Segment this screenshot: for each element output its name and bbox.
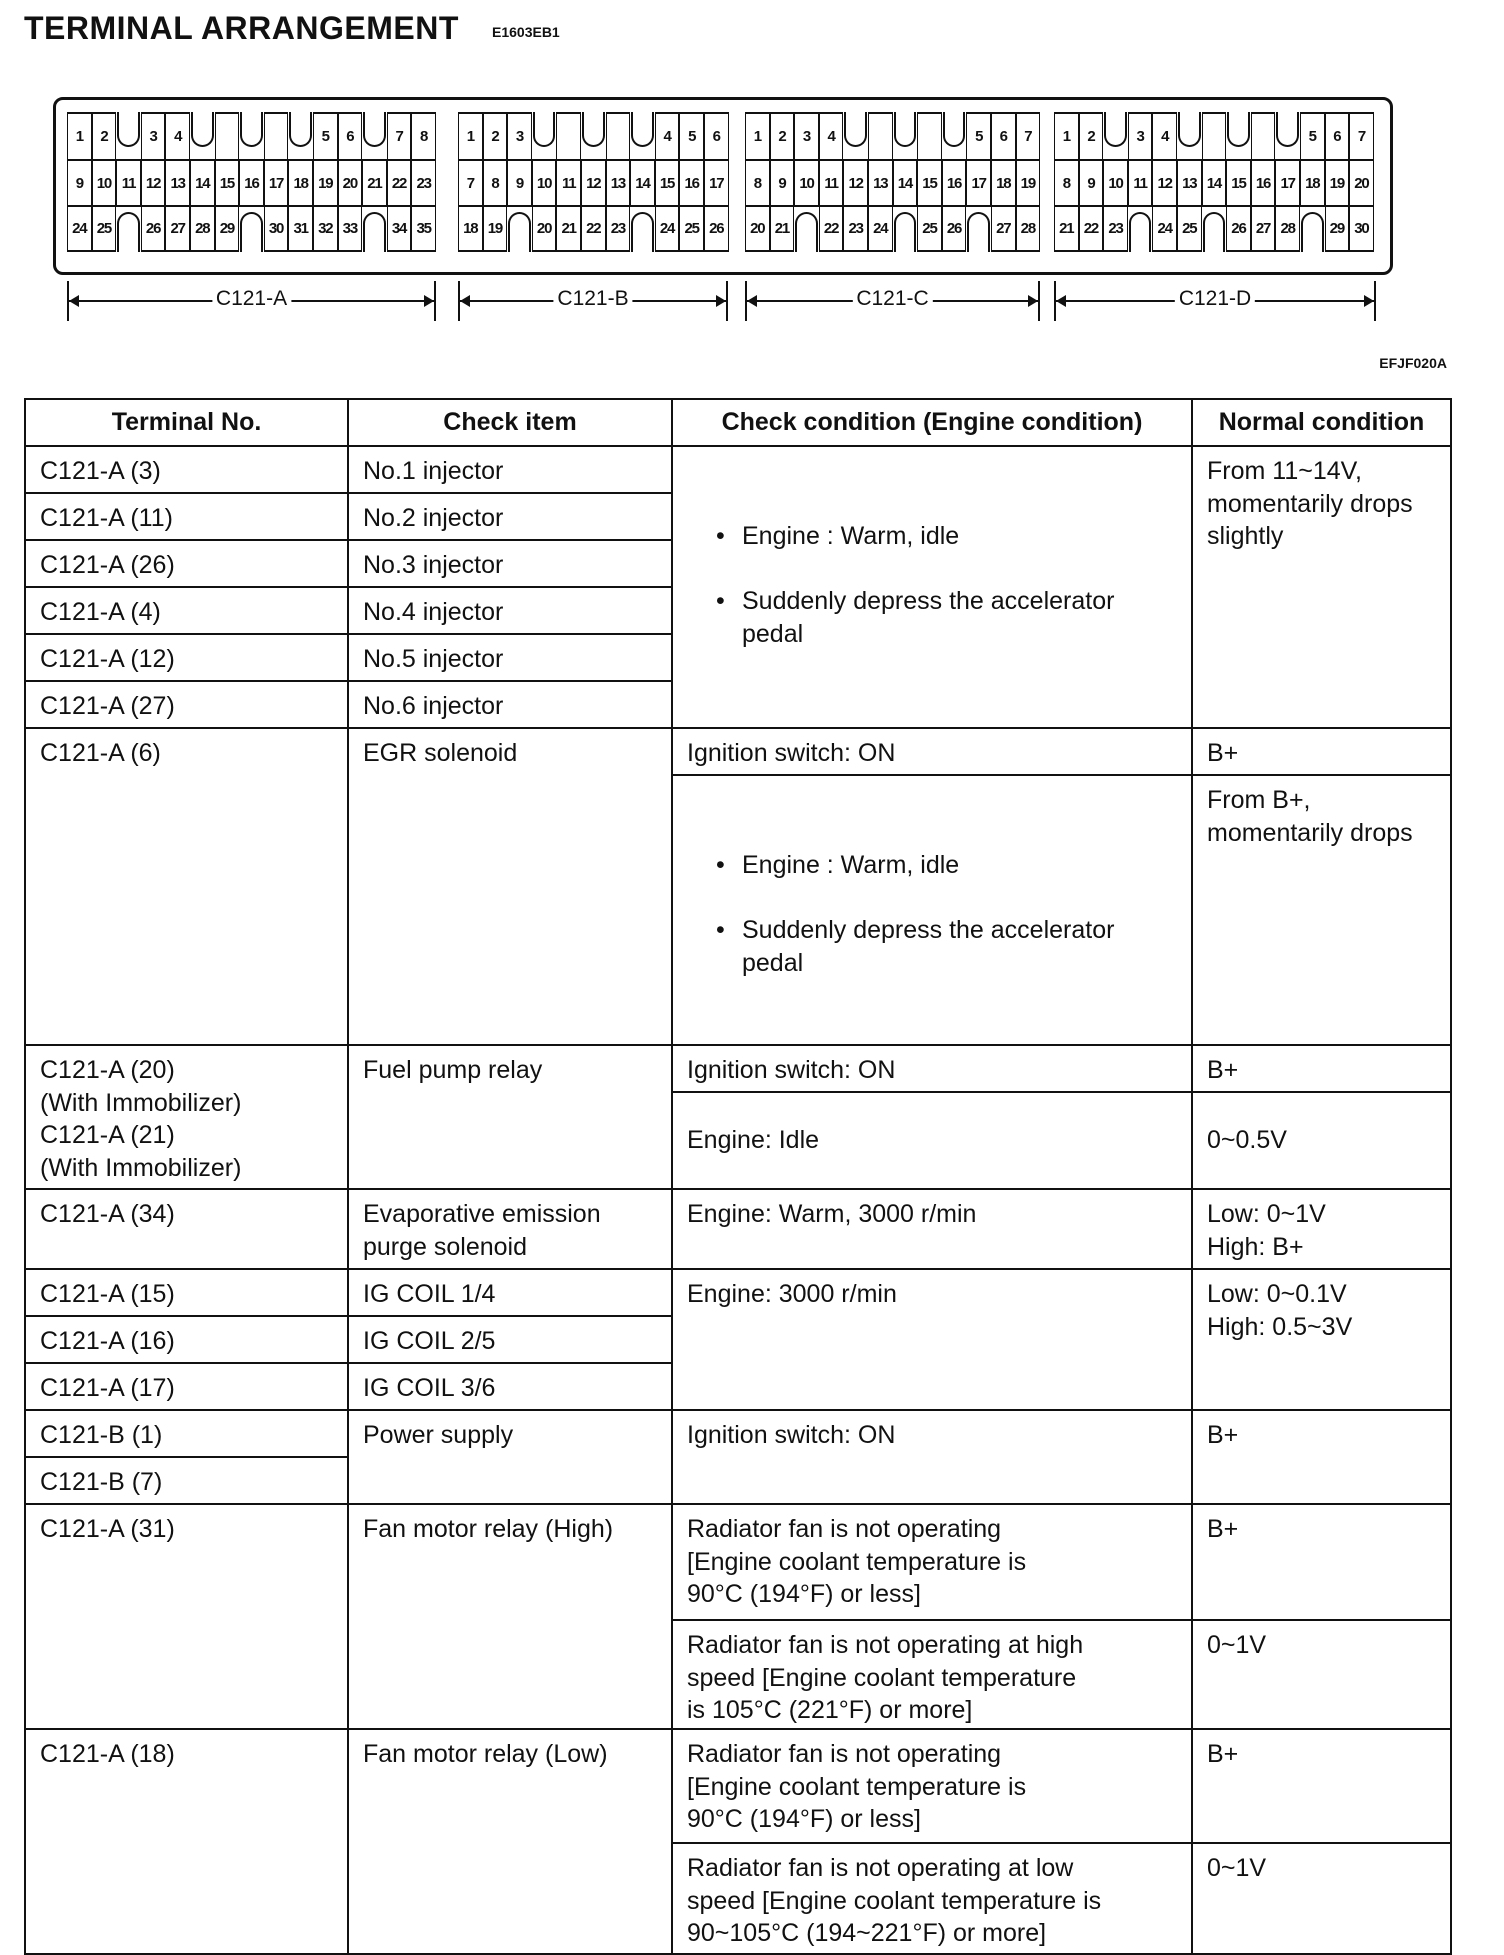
connector-pin-row [745, 112, 1040, 160]
connector-pin: 17 [966, 160, 991, 206]
connector-pin: 32 [313, 206, 338, 252]
connector-pin: 24 [1152, 206, 1177, 252]
connector-pin: 27 [991, 206, 1016, 252]
connector-pin-row [1054, 160, 1374, 206]
connector-pin-row [458, 112, 729, 160]
connector-pin: 8 [483, 160, 508, 206]
header-normal-condition: Normal condition [1192, 399, 1451, 446]
connector-blank-slot [1202, 112, 1227, 160]
connector-pin: 4 [655, 112, 680, 160]
connector-pin-row [1054, 112, 1374, 160]
normal-cell: 0~1V [1192, 1620, 1451, 1729]
condition-bullets [687, 488, 1181, 683]
connector-pin: 25 [917, 206, 942, 252]
connector-pin: 2 [92, 112, 117, 160]
item-cell: No.3 injector [348, 540, 672, 587]
connector-pin: 3 [1128, 112, 1153, 160]
connector-pin: 11 [556, 160, 581, 206]
dimension-tick [1374, 281, 1376, 321]
connector-key-notch [362, 206, 387, 252]
connector-pin: 7 [1016, 112, 1041, 160]
terminal-cell: C121-B (7) [25, 1457, 348, 1504]
connector-pin: 23 [843, 206, 868, 252]
connector-pin-row [458, 206, 729, 252]
terminal-cell: C121-B (1) [25, 1410, 348, 1457]
connector-pin: 28 [1275, 206, 1300, 252]
connector-pin: 1 [458, 112, 483, 160]
connector-pin: 14 [1202, 160, 1227, 206]
connector-key-notch [966, 206, 991, 252]
connector-pin: 10 [1103, 160, 1128, 206]
connector-pin: 22 [581, 206, 606, 252]
connector-pin: 26 [942, 206, 967, 252]
connector-pin: 7 [387, 112, 412, 160]
connector-pin: 15 [215, 160, 240, 206]
connector-pin-row [67, 112, 436, 160]
connector-pin: 18 [991, 160, 1016, 206]
connector-pin-row [67, 206, 436, 252]
connector-pin: 34 [387, 206, 412, 252]
connector-key-notch [893, 112, 918, 160]
connector-pin: 13 [606, 160, 631, 206]
connector-pin: 26 [141, 206, 166, 252]
normal-cell: 0~0.5V [1192, 1092, 1451, 1189]
connector-pin: 6 [338, 112, 363, 160]
header-check-item: Check item [348, 399, 672, 446]
page-title: TERMINAL ARRANGEMENT [24, 10, 459, 46]
table-row [25, 1504, 1451, 1620]
connector-key-notch [288, 112, 313, 160]
connector-pin: 30 [264, 206, 289, 252]
connector-pin: 9 [770, 160, 795, 206]
connector-pin: 22 [387, 160, 412, 206]
condition-cell: Radiator fan is not operating at low speed [Engine coolant temperature is 90~105°C (194~221°F) or more] [672, 1843, 1192, 1954]
connector-pin: 5 [679, 112, 704, 160]
terminal-cell: C121-A (26) [25, 540, 348, 587]
terminal-cell: C121-A (4) [25, 587, 348, 634]
connector-key-notch [1275, 112, 1300, 160]
connector-pin: 18 [288, 160, 313, 206]
connector-pin: 6 [704, 112, 729, 160]
connector-blank-slot [868, 112, 893, 160]
connector-key-notch [1177, 112, 1202, 160]
connector-pin: 26 [704, 206, 729, 252]
condition-cell: Radiator fan is not operating [Engine coolant temperature is 90°C (194°F) or less] [672, 1504, 1192, 1620]
terminal-cell: C121-A (11) [25, 493, 348, 540]
connector-pin: 9 [1079, 160, 1104, 206]
terminal-cell: C121-A (27) [25, 681, 348, 728]
table-row [25, 1269, 1451, 1316]
connector-pin: 5 [313, 112, 338, 160]
terminal-check-table [24, 398, 1452, 1955]
dimension-line-c121-a [67, 281, 436, 321]
normal-cell: From 11~14V, momentarily drops slightly [1192, 446, 1451, 728]
connector-key-notch [1226, 112, 1251, 160]
connector-pin: 35 [411, 206, 436, 252]
connector-blank-slot [556, 112, 581, 160]
connector-pin: 14 [190, 160, 215, 206]
connector-pin: 22 [1079, 206, 1104, 252]
connector-pin: 8 [745, 160, 770, 206]
connector-key-notch [190, 112, 215, 160]
connector-pin: 15 [655, 160, 680, 206]
connector-pin: 25 [92, 206, 117, 252]
connector-pin: 23 [411, 160, 436, 206]
normal-cell: 0~1V [1192, 1843, 1451, 1954]
connector-pin: 6 [991, 112, 1016, 160]
condition-cell: Engine: 3000 r/min [672, 1269, 1192, 1410]
condition-cell [672, 446, 1192, 728]
terminal-cell: C121-A (20) (With Immobilizer) C121-A (21) (With Immobilizer) [25, 1045, 348, 1189]
dimension-tick [1038, 281, 1040, 321]
item-cell: Fuel pump relay [348, 1045, 672, 1189]
terminal-cell: C121-A (34) [25, 1189, 348, 1269]
connector-key-notch [1128, 206, 1153, 252]
connector-key-notch [630, 112, 655, 160]
connector-key-notch [116, 112, 141, 160]
connector-pin: 14 [630, 160, 655, 206]
connector-pin: 12 [581, 160, 606, 206]
connector-pin: 21 [1054, 206, 1079, 252]
connector-key-notch [362, 112, 387, 160]
condition-cell [672, 775, 1192, 1045]
connector-pin: 6 [1325, 112, 1350, 160]
item-cell: No.2 injector [348, 493, 672, 540]
item-cell: Fan motor relay (High) [348, 1504, 672, 1729]
item-cell: No.4 injector [348, 587, 672, 634]
connector-pin: 20 [1349, 160, 1374, 206]
dimension-tick [726, 281, 728, 321]
connector-pin: 4 [819, 112, 844, 160]
item-cell: Fan motor relay (Low) [348, 1729, 672, 1954]
bullet-item: • Engine : Warm, idle [742, 849, 1181, 882]
connector-pin: 18 [458, 206, 483, 252]
condition-cell: Radiator fan is not operating [Engine coolant temperature is 90°C (194°F) or less] [672, 1729, 1192, 1843]
connector-pin: 3 [507, 112, 532, 160]
dimension-tick [434, 281, 436, 321]
connector-pin: 13 [165, 160, 190, 206]
connector-pin: 7 [458, 160, 483, 206]
connector-pin: 19 [483, 206, 508, 252]
connector-pin: 7 [1349, 112, 1374, 160]
normal-cell: Low: 0~0.1V High: 0.5~3V [1192, 1269, 1451, 1410]
item-cell: IG COIL 3/6 [348, 1363, 672, 1410]
item-cell: IG COIL 1/4 [348, 1269, 672, 1316]
connector-key-notch [581, 112, 606, 160]
connector-pin-row [1054, 206, 1374, 252]
connector-pin: 16 [1251, 160, 1276, 206]
connector-pin: 33 [338, 206, 363, 252]
terminal-cell: C121-A (15) [25, 1269, 348, 1316]
dimension-line-c121-b [458, 281, 728, 321]
connector-pin: 20 [338, 160, 363, 206]
connector-pin: 12 [843, 160, 868, 206]
figure-code: EFJF020A [1379, 355, 1447, 371]
connector-key-notch [630, 206, 655, 252]
normal-cell: B+ [1192, 1729, 1451, 1843]
table-row [25, 728, 1451, 775]
section-code: E1603EB1 [492, 24, 560, 40]
normal-cell: Low: 0~1V High: B+ [1192, 1189, 1451, 1269]
connector-pin: 5 [966, 112, 991, 160]
connector-key-notch [893, 206, 918, 252]
connector-pin: 3 [141, 112, 166, 160]
connector-key-notch [239, 206, 264, 252]
connector-pin: 21 [556, 206, 581, 252]
connector-blank-slot [1251, 112, 1276, 160]
connector-pin: 10 [794, 160, 819, 206]
terminal-cell: C121-A (6) [25, 728, 348, 1045]
connector-pin-row [67, 160, 436, 206]
connector-pin: 16 [942, 160, 967, 206]
connector-key-notch [1300, 206, 1325, 252]
connector-pin: 2 [770, 112, 795, 160]
connector-c121-d [1054, 112, 1374, 252]
connector-key-notch [507, 206, 532, 252]
connector-pin: 9 [507, 160, 532, 206]
connector-pin: 30 [1349, 206, 1374, 252]
connector-blank-slot [606, 112, 631, 160]
item-cell: No.5 injector [348, 634, 672, 681]
connector-pin: 14 [893, 160, 918, 206]
terminal-cell: C121-A (17) [25, 1363, 348, 1410]
connector-pin-row [745, 160, 1040, 206]
table-row [25, 446, 1451, 493]
connector-pin: 21 [770, 206, 795, 252]
connector-key-notch [1103, 112, 1128, 160]
connector-pin: 15 [1226, 160, 1251, 206]
connector-pin: 2 [483, 112, 508, 160]
connector-pin: 4 [1152, 112, 1177, 160]
connector-pin: 13 [1177, 160, 1202, 206]
connector-pin: 12 [141, 160, 166, 206]
connector-c121-b [458, 112, 729, 252]
condition-bullets [687, 817, 1181, 1012]
connector-pin: 29 [1325, 206, 1350, 252]
header-check-condition: Check condition (Engine condition) [672, 399, 1192, 446]
connector-label: C121-D [1175, 287, 1255, 311]
connector-key-notch [794, 206, 819, 252]
connector-label: C121-B [553, 287, 632, 311]
condition-cell: Engine: Warm, 3000 r/min [672, 1189, 1192, 1269]
connector-pin: 18 [1300, 160, 1325, 206]
connector-key-notch [942, 112, 967, 160]
connector-pin: 2 [1079, 112, 1104, 160]
connector-pin: 17 [264, 160, 289, 206]
condition-cell: Ignition switch: ON [672, 1045, 1192, 1092]
connector-pin: 25 [679, 206, 704, 252]
connector-pin: 20 [745, 206, 770, 252]
connector-pin: 3 [794, 112, 819, 160]
connector-pin-row [745, 206, 1040, 252]
connector-pin: 23 [1103, 206, 1128, 252]
normal-cell: B+ [1192, 1410, 1451, 1504]
item-cell: EGR solenoid [348, 728, 672, 1045]
connector-pin: 29 [215, 206, 240, 252]
normal-cell: B+ [1192, 728, 1451, 775]
item-cell: Power supply [348, 1410, 672, 1504]
terminal-cell: C121-A (31) [25, 1504, 348, 1729]
connector-pin: 17 [1275, 160, 1300, 206]
connector-pin: 12 [1152, 160, 1177, 206]
bullet-item: • Suddenly depress the accelerator pedal [742, 585, 1181, 650]
connector-pin: 19 [313, 160, 338, 206]
bullet-item: • Suddenly depress the accelerator pedal [742, 914, 1181, 979]
condition-cell: Engine: Idle [672, 1092, 1192, 1189]
connector-label: C121-C [852, 287, 932, 311]
connector-pin-row [458, 160, 729, 206]
item-cell: No.6 injector [348, 681, 672, 728]
connector-pin: 24 [67, 206, 92, 252]
dimension-line-c121-d [1054, 281, 1376, 321]
connector-key-notch [532, 112, 557, 160]
table-row [25, 1045, 1451, 1092]
connector-key-notch [1202, 206, 1227, 252]
table-row [25, 1410, 1451, 1457]
connector-pin: 11 [1128, 160, 1153, 206]
connector-pin: 23 [606, 206, 631, 252]
dimension-line-c121-c [745, 281, 1040, 321]
connector-key-notch [239, 112, 264, 160]
connector-pin: 11 [819, 160, 844, 206]
item-cell: No.1 injector [348, 446, 672, 493]
table-row [25, 1189, 1451, 1269]
connector-blank-slot [264, 112, 289, 160]
connector-pin: 13 [868, 160, 893, 206]
connector-pin: 20 [532, 206, 557, 252]
bullet-item: • Engine : Warm, idle [742, 520, 1181, 553]
connector-pin: 10 [92, 160, 117, 206]
connector-pin: 5 [1300, 112, 1325, 160]
connector-label: C121-A [212, 287, 291, 311]
connector-pin: 10 [532, 160, 557, 206]
connector-blank-slot [917, 112, 942, 160]
connector-pin: 28 [1016, 206, 1041, 252]
connector-pin: 31 [288, 206, 313, 252]
connector-pin: 15 [917, 160, 942, 206]
connector-pin: 19 [1325, 160, 1350, 206]
connector-pin: 24 [868, 206, 893, 252]
connector-pin: 4 [165, 112, 190, 160]
terminal-cell: C121-A (16) [25, 1316, 348, 1363]
normal-cell: B+ [1192, 1504, 1451, 1620]
connector-pin: 26 [1226, 206, 1251, 252]
connector-pin: 27 [1251, 206, 1276, 252]
terminal-cell: C121-A (18) [25, 1729, 348, 1954]
connector-pin: 28 [190, 206, 215, 252]
connector-pin: 11 [116, 160, 141, 206]
connector-pin: 8 [1054, 160, 1079, 206]
terminal-cell: C121-A (12) [25, 634, 348, 681]
header-terminal-no: Terminal No. [25, 399, 348, 446]
connector-pin: 8 [411, 112, 436, 160]
connector-blank-slot [215, 112, 240, 160]
connector-key-notch [843, 112, 868, 160]
connector-pin: 9 [67, 160, 92, 206]
connector-pin: 1 [745, 112, 770, 160]
connector-pin: 27 [165, 206, 190, 252]
normal-cell: B+ [1192, 1045, 1451, 1092]
connector-c121-a [67, 112, 436, 252]
condition-cell: Radiator fan is not operating at high speed [Engine coolant temperature is 105°C (221°F) or more] [672, 1620, 1192, 1729]
connector-key-notch [116, 206, 141, 252]
terminal-cell: C121-A (3) [25, 446, 348, 493]
connector-pin: 22 [819, 206, 844, 252]
connector-pin: 24 [655, 206, 680, 252]
connector-pin: 17 [704, 160, 729, 206]
condition-cell: Ignition switch: ON [672, 728, 1192, 775]
connector-pin: 1 [67, 112, 92, 160]
connector-c121-c [745, 112, 1040, 252]
item-cell: IG COIL 2/5 [348, 1316, 672, 1363]
table-row [25, 1729, 1451, 1843]
connector-pin: 1 [1054, 112, 1079, 160]
connector-pin: 25 [1177, 206, 1202, 252]
item-cell: Evaporative emission purge solenoid [348, 1189, 672, 1269]
connector-pin: 21 [362, 160, 387, 206]
connector-pin: 19 [1016, 160, 1041, 206]
connector-pin: 16 [239, 160, 264, 206]
connector-pin: 16 [679, 160, 704, 206]
condition-cell: Ignition switch: ON [672, 1410, 1192, 1504]
table-header-row [25, 399, 1451, 446]
normal-cell: From B+, momentarily drops [1192, 775, 1451, 1045]
